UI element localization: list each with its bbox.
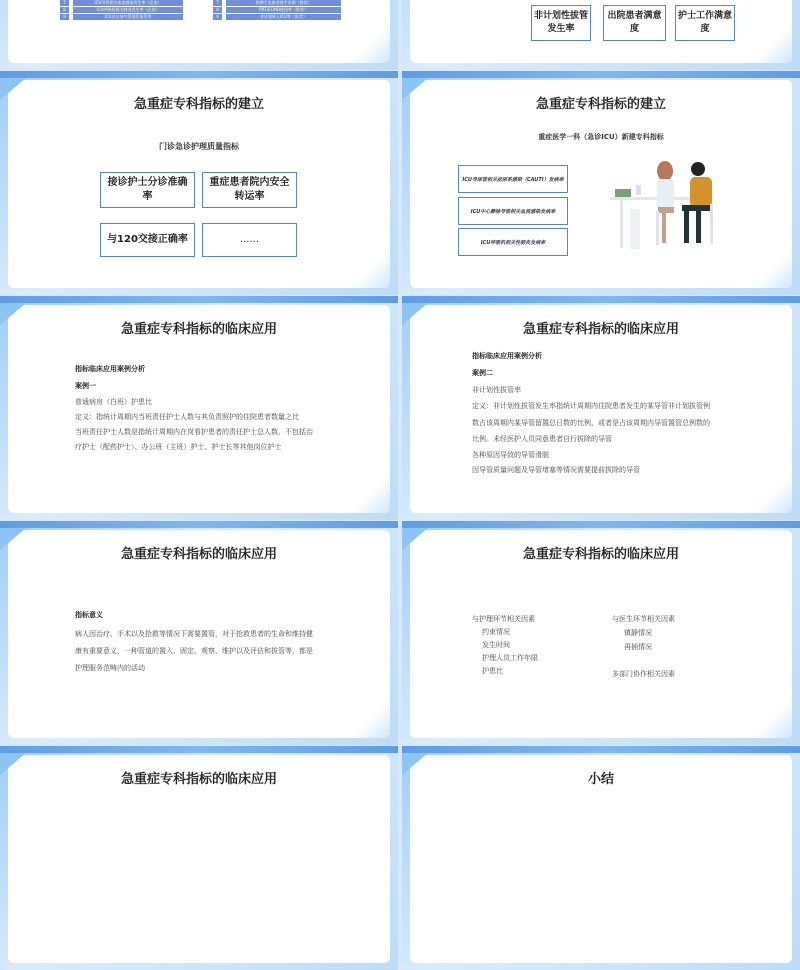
row-number: 8	[213, 7, 222, 13]
slide-thumbnail-3[interactable]	[0, 71, 398, 295]
text-line: 案例一	[75, 382, 96, 390]
slide-thumbnail-10[interactable]	[402, 746, 800, 970]
text-line: 指标临床应用案例分析	[472, 352, 542, 360]
slide-subtitle: 门诊急诊护理质量指标	[159, 142, 239, 151]
text-line: 因导管质量问题及导管堵塞等情况需要提前拔除的导管	[472, 466, 640, 474]
row-number: 9	[60, 14, 69, 20]
text-line: 定义：非计划性拔管发生率指统计周期内住院患者发生的某导管非计划拔管例	[472, 402, 710, 410]
row-text: ICU导管相关血流感染发生率（必选）	[73, 0, 183, 6]
indicator-box: 重症患者院内安全转运率	[202, 172, 297, 208]
text-line: 当班责任护士人数是指统计周期内在岗看护患者的责任护士总人数，不包括治	[75, 428, 313, 436]
slide-thumbnail-2[interactable]	[402, 0, 800, 70]
corner-decoration	[350, 473, 390, 513]
slide-top-bar	[0, 746, 398, 753]
table-row	[213, 14, 341, 20]
slide-thumbnail-7[interactable]	[0, 521, 398, 745]
corner-decoration	[752, 248, 792, 288]
indicator-box: 与120交接正确率	[100, 223, 195, 257]
slide-thumbnail-1[interactable]	[0, 0, 398, 70]
slide-top-bar	[0, 296, 398, 303]
text-line: 护理服务范畴内的活动	[75, 664, 145, 672]
text-line: 约束情况	[482, 628, 510, 636]
text-line: 疗护士（配药护士）、办公班（主班）护士、护士长等其他岗位护士	[75, 443, 282, 451]
indicator-box: ICU导尿管相关泌尿系感染（CAUTI）发病率	[458, 165, 568, 193]
slide-top-bar	[0, 521, 398, 528]
slide-top-bar	[402, 521, 800, 528]
text-line: 定义：指统计周期内当班责任护士人数与其负责照护的住院患者数量之比	[75, 413, 299, 421]
table-row	[60, 14, 183, 20]
text-line: 与医生环节相关因素	[612, 615, 675, 623]
slide-title: 急重症专科指标的临床应用	[120, 547, 277, 562]
slide-top-bar	[402, 296, 800, 303]
indicator-box: 接诊护士分诊准确率	[100, 172, 195, 208]
row-number: 7	[213, 0, 222, 6]
slide-top-bar	[402, 746, 800, 753]
table-row	[60, 7, 183, 13]
slide-subtitle: 重症医学一科（急诊ICU）新建专科指标	[538, 133, 664, 141]
slide-thumbnail-9[interactable]	[0, 746, 398, 970]
text-line: 各种原因导致的导管滑脱	[472, 451, 549, 459]
corner-decoration	[752, 473, 792, 513]
text-line: 镇静情况	[624, 629, 652, 637]
text-line: 指标意义	[75, 611, 103, 619]
slide-thumbnail-6[interactable]	[402, 296, 800, 520]
text-line: 比例。未经医护人员同意患者自行拔除的导管	[472, 435, 612, 443]
text-line: 与护理环节相关因素	[472, 615, 535, 623]
indicator-box: ICU中心静脉导管相关血流感染发病率	[458, 197, 568, 225]
table-row	[60, 0, 183, 6]
indicator-box: ......	[202, 223, 297, 257]
text-line: 发生时间	[482, 641, 510, 649]
nurse-patient-illustration	[610, 159, 734, 251]
table-row	[213, 0, 341, 6]
table-row	[213, 7, 341, 13]
slide-top-bar	[0, 71, 398, 78]
text-line: 指标临床应用案例分析	[75, 365, 145, 373]
text-line: 病人因治疗、手术以及抢救等情况下需要置管，对于抢救患者的生命和维持健	[75, 630, 313, 638]
text-line: 非计划性拔管率	[472, 386, 521, 394]
corner-decoration	[752, 698, 792, 738]
slide-top-bar	[402, 71, 800, 78]
slide-title: 急重症专科指标的建立	[133, 97, 264, 112]
slide-title: 急重症专科指标的临床应用	[522, 547, 679, 562]
row-text: RRT/ECMO使用率（推荐）	[226, 7, 341, 13]
slide-title: 小结	[587, 772, 614, 787]
slide-title: 急重症专科指标的建立	[535, 97, 666, 112]
slide-thumbnail-4[interactable]	[402, 71, 800, 295]
slide-thumbnail-5[interactable]	[0, 296, 398, 520]
indicator-box: ICU呼吸机相关性肺炎发病率	[458, 228, 568, 256]
row-number: 9	[213, 14, 222, 20]
text-line: 再插情况	[624, 643, 652, 651]
text-line: 多部门协作相关因素	[612, 670, 675, 678]
row-text: 非计划转入ICU率（推荐）	[226, 14, 341, 20]
row-text: ICU非计划气管插管拔管率	[73, 14, 183, 20]
text-line: 康有重要意义，一种管道的置入、固定、观察、维护以及评估和拔管等，都是	[75, 647, 313, 655]
indicator-box: 出院患者满意度	[603, 5, 666, 41]
text-line: 数占该周期内某导管留置总日数的比例，或者是占该周期内导管置管总例数的	[472, 419, 710, 427]
row-number: 7	[60, 0, 69, 6]
row-text: ICU呼吸机相关肺炎发生率（必选）	[73, 7, 183, 13]
text-line: 护患比	[482, 667, 503, 675]
corner-decoration	[350, 248, 390, 288]
text-line: 普通病房（白班）护患比	[75, 398, 152, 406]
corner-decoration	[350, 698, 390, 738]
indicator-box: 非计划性拔管发生率	[531, 5, 591, 41]
text-line: 护理人员工作年限	[482, 654, 538, 662]
corner-decoration	[752, 23, 792, 63]
slide-title: 急重症专科指标的临床应用	[522, 322, 679, 337]
indicator-box: 护士工作满意度	[675, 5, 735, 41]
row-text: 择期手术患者围手术期（推荐）	[226, 0, 341, 6]
slide-thumbnail-8[interactable]	[402, 521, 800, 745]
corner-decoration	[350, 23, 390, 63]
text-line: 案例二	[472, 369, 493, 377]
slide-title: 急重症专科指标的临床应用	[120, 322, 277, 337]
slide-title: 急重症专科指标的临床应用	[120, 772, 277, 787]
row-number: 8	[60, 7, 69, 13]
